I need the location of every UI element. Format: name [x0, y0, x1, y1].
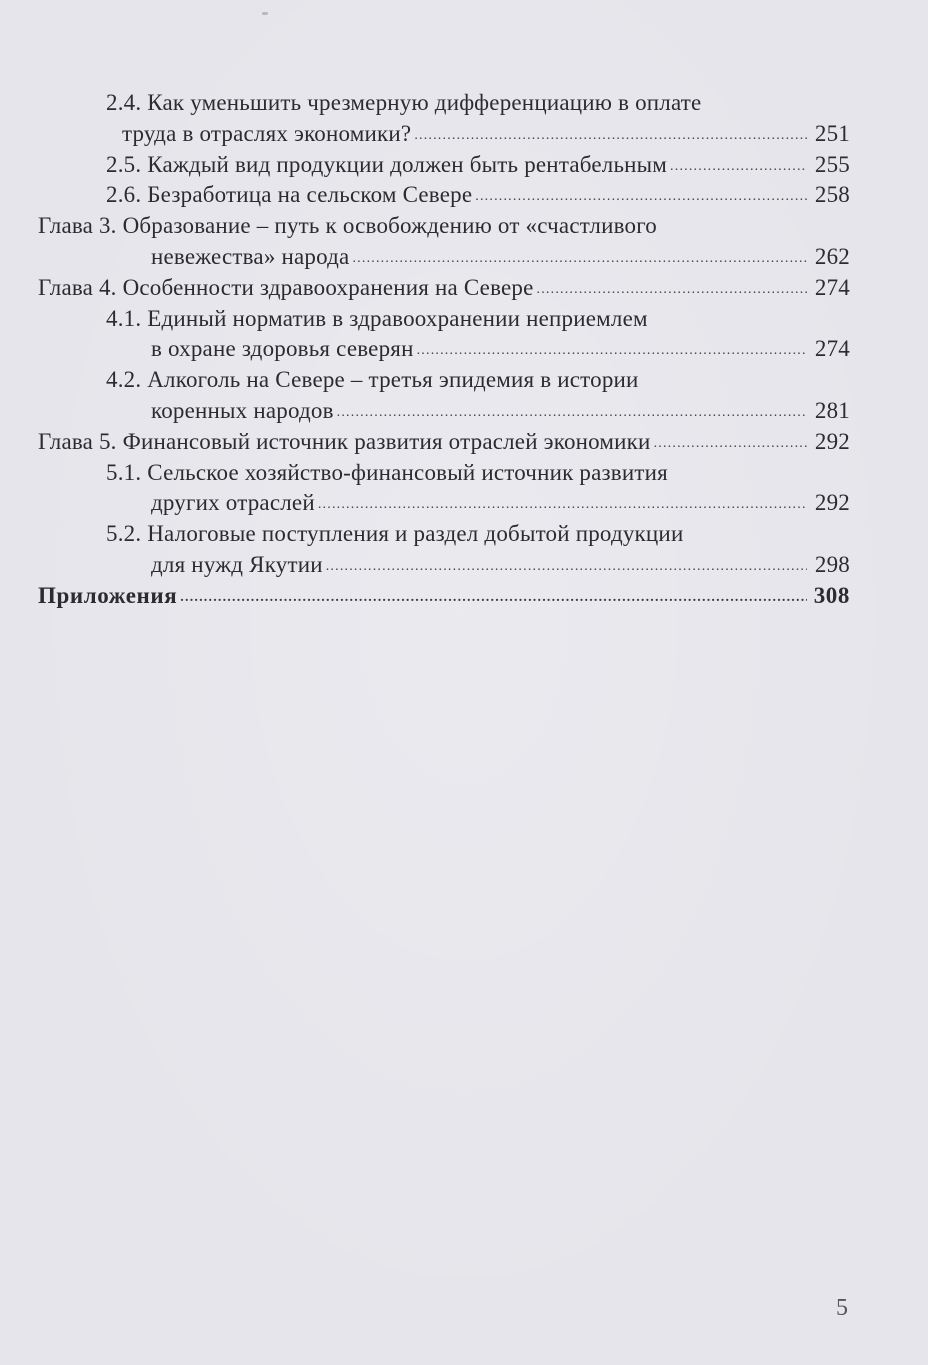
- toc-entry: [38, 427, 850, 458]
- toc-entry: [38, 458, 850, 489]
- toc-entry: [38, 242, 850, 273]
- toc-entry-title: коренных народов: [151, 397, 334, 423]
- toc-entry: [38, 273, 850, 304]
- dot-leader: [352, 240, 807, 275]
- toc-entry-page: 251: [814, 120, 850, 146]
- dot-leader: [337, 394, 807, 429]
- toc-entry-page: 262: [814, 243, 850, 269]
- toc-entry-page: 281: [814, 397, 850, 423]
- toc-entry-title: невежества» народа: [151, 243, 350, 269]
- toc-entry-appendix: [38, 581, 850, 612]
- dot-leader: [326, 548, 807, 583]
- dot-leader: [318, 486, 807, 521]
- toc-entry: [38, 365, 850, 396]
- table-of-contents: [38, 88, 850, 612]
- toc-entry: [38, 396, 850, 427]
- toc-entry: [38, 488, 850, 519]
- toc-entry-title: Глава 4. Особенности здравоохранения на Севере: [38, 274, 534, 300]
- toc-entry-title: 5.1. Сельское хозяйство-финансовый источник развития: [106, 459, 668, 485]
- toc-entry: [38, 519, 850, 550]
- toc-entry-page: 308: [813, 582, 850, 608]
- toc-entry: [38, 304, 850, 335]
- toc-entry-page: 292: [814, 490, 850, 516]
- toc-entry-title: в охране здоровья северян: [151, 336, 414, 362]
- toc-entry-title: труда в отраслях экономики?: [122, 120, 412, 146]
- toc-entry-title: Глава 3. Образование – путь к освобождению от «счастливого: [38, 213, 657, 239]
- page-number: 5: [836, 1295, 848, 1321]
- toc-entry-title: 4.2. Алкоголь на Севере – третья эпидемия в истории: [106, 367, 639, 393]
- dot-leader: [537, 271, 807, 306]
- dot-leader: [670, 148, 807, 183]
- toc-entry-page: 255: [814, 151, 850, 177]
- toc-entry: [38, 88, 850, 119]
- toc-entry: [38, 334, 850, 365]
- toc-entry-title: для нужд Якутии: [151, 551, 323, 577]
- toc-entry: [38, 550, 850, 581]
- toc-entry-page: 298: [814, 551, 850, 577]
- dot-leader: [475, 178, 807, 213]
- dot-leader: [654, 425, 807, 460]
- dot-leader: [180, 579, 807, 614]
- toc-entry-title: Приложения: [38, 582, 178, 608]
- toc-entry-title: 5.2. Налоговые поступления и раздел добытой продукции: [106, 521, 684, 547]
- toc-entry: [38, 180, 850, 211]
- dot-leader: [414, 117, 807, 152]
- toc-entry-page: 274: [814, 274, 850, 300]
- toc-entry: [38, 119, 850, 150]
- toc-entry-page: 258: [814, 182, 850, 208]
- toc-entry-title: других отраслей: [151, 490, 315, 516]
- toc-entry-page: 292: [814, 428, 850, 454]
- scan-artifact: [262, 12, 268, 15]
- toc-entry-title: 2.6. Безработица на сельском Севере: [106, 182, 473, 208]
- toc-entry-title: 2.4. Как уменьшить чрезмерную дифференциацию в оплате: [106, 90, 702, 115]
- toc-entry-title: 2.5. Каждый вид продукции должен быть рентабельным: [106, 151, 668, 177]
- toc-entry-page: 274: [814, 336, 850, 362]
- toc-entry: [38, 211, 850, 242]
- toc-entry-title: 4.1. Единый норматив в здравоохранении неприемлем: [106, 305, 648, 331]
- toc-entry: [38, 150, 850, 181]
- toc-entry-title: Глава 5. Финансовый источник развития отраслей экономики: [38, 428, 651, 454]
- dot-leader: [417, 332, 807, 367]
